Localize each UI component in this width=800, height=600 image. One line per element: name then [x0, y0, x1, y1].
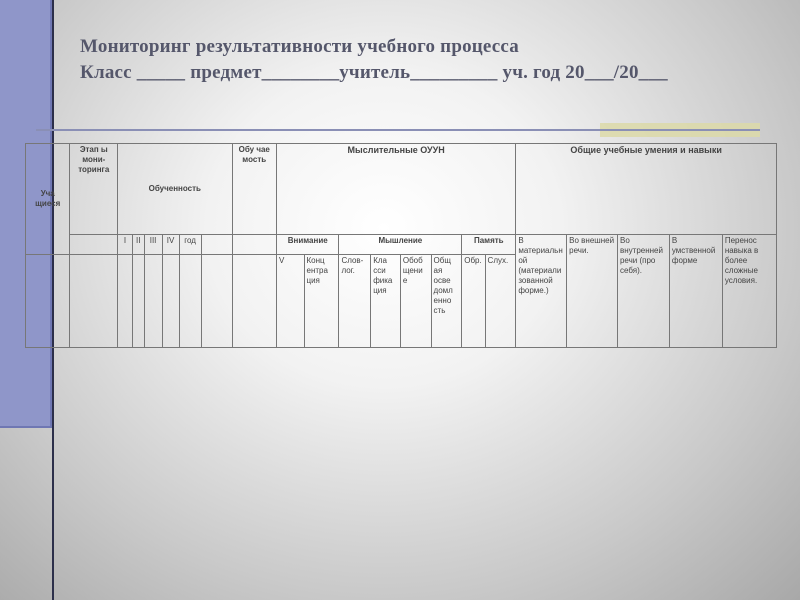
memory-sub-auditory: Слух. [485, 255, 516, 348]
table-cell [26, 255, 70, 348]
general-sub-internal-speech: Во внутренней речи (про себя). [617, 235, 669, 348]
group-memory: Память [462, 235, 516, 255]
header-learnedness: Обученность [118, 144, 232, 235]
table-cell [232, 255, 276, 348]
header-learning-ability: Обу чае мость [232, 144, 276, 235]
mental-sub-generalization: Обоб щени е [400, 255, 431, 348]
group-attention: Внимание [276, 235, 338, 255]
general-sub-mental-form: В умственной форме [669, 235, 722, 348]
mental-sub-awareness: Общ ая осве домл енно сть [431, 255, 462, 348]
header-mental-skills: Мыслительные ОУУН [276, 144, 515, 235]
table-cell [132, 255, 144, 348]
mental-sub-volume: V [276, 255, 304, 348]
table-cell [70, 255, 118, 348]
table-cell [144, 255, 162, 348]
monitoring-table [25, 143, 777, 348]
header-stages: Этап ы мони- торинга [70, 144, 118, 235]
quarter-1: I [118, 235, 133, 255]
general-sub-external-speech: Во внешней речи. [567, 235, 618, 348]
title-rule [36, 129, 760, 131]
page-title [80, 34, 668, 86]
quarter-3: III [144, 235, 162, 255]
quarter-4: IV [162, 235, 179, 255]
general-sub-transfer: Перенос навыка в более сложные условия. [722, 235, 776, 348]
header-general-skills: Общие учебные умения и навыки [516, 144, 777, 235]
table-cell [201, 255, 232, 348]
general-sub-material: В материальной (материализованной форме.) [516, 235, 567, 348]
learning-ability-empty-cell [232, 235, 276, 255]
title-line-2: Класс _____ предмет________учитель_________ уч. год 20___/20___ [80, 62, 668, 83]
title-line-1: Мониторинг результативности учебного процесса [80, 36, 519, 57]
mental-sub-verbal-logical: Слов- лог. [339, 255, 371, 348]
learnedness-empty-cell [201, 235, 232, 255]
memory-sub-visual: Обр. [462, 255, 485, 348]
table-cell [162, 255, 179, 348]
table-cell [179, 255, 201, 348]
quarter-2: II [132, 235, 144, 255]
group-thinking: Мышление [339, 235, 462, 255]
table-cell [118, 255, 133, 348]
quarter-year: год [179, 235, 201, 255]
mental-sub-concentration: Конц ентра ция [304, 255, 339, 348]
mental-sub-classification: Кла сси фика ция [371, 255, 401, 348]
header-students: Уча щиеся [26, 144, 70, 255]
stages-empty-cell [70, 235, 118, 255]
